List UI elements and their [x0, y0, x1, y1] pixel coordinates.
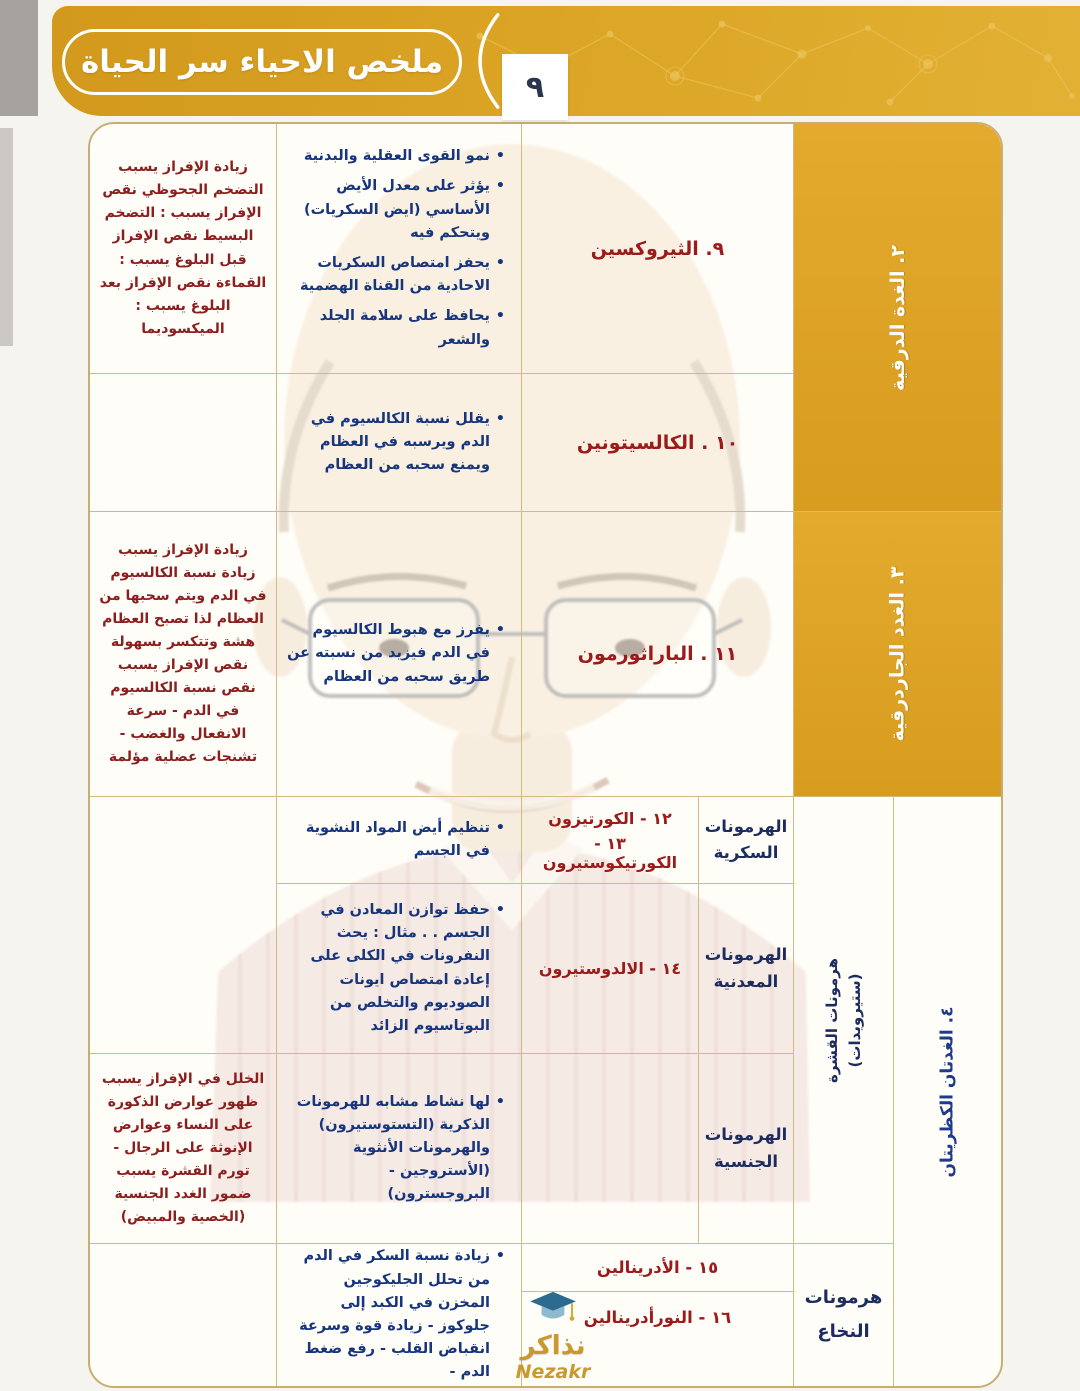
gland-adrenal-cell: [893, 797, 1001, 1386]
calcitonin-functions-cell: [276, 374, 521, 512]
disorders-text: زيادة الإفراز يسبب التضخم الجحوظي نقص الإفراز يسبب : التضخم البسيط نقص الإفراز قبل البلوغ يسبب : القماءة نقص الإفراز بعد البلوغ يسبب : الميكسوديما: [99, 159, 267, 337]
sex-hormones-functions-cell: [276, 1054, 521, 1244]
sugar-hormones-functions-cell: [276, 797, 521, 884]
medulla-hormones-label: هرمونات النخاع: [804, 1286, 883, 1342]
function-item: • يحفز امتصاص السكريات الاحادية من القناة الهضمية: [287, 252, 505, 298]
empty-disorders-cell: [90, 1244, 276, 1386]
group-mineral-hormones-cell: [698, 884, 793, 1054]
function-item: • لها نشاط مشابه للهرمونات الذكرية (التستوستيرون) والهرمونات الأنثوية (الأستروجين - البروجسترون): [287, 1091, 505, 1207]
watermark-arabic-text: نذاكر: [520, 1331, 586, 1361]
parathormone-disorders-cell: [90, 512, 276, 797]
gland-parathyroid-label: ٣. الغدد الجاردرقية: [886, 566, 909, 742]
function-item: • يحافظ على سلامة الجلد والشعر: [287, 305, 505, 351]
hormone-adrenaline-cell: [521, 1244, 793, 1292]
hormone-parathormone-cell: [521, 512, 793, 797]
hormone-parathormone-name: ١١ . الباراثورمون: [577, 643, 738, 665]
hormone-aldosterone-cell: [521, 884, 698, 1054]
hormone-thyroxine-cell: [521, 124, 793, 374]
hormone-thyroxine-name: ٩. الثيروكسين: [590, 237, 725, 260]
thyroxine-disorders-cell: [90, 124, 276, 374]
function-item: • زيادة نسبة السكر في الدم من تحلل الجليكوجين المخزن في الكبد إلى جلوكوز - زيادة قوة وسرعة انقباض القلب - رفع ضغط الدم -: [287, 1245, 505, 1384]
hormone-corticosterone-name: ١٣ - الكورتيكوستيرون: [542, 833, 678, 872]
function-item: • يفرز مع هبوط الكالسيوم في الدم فيزيد من نسبته عن طريق سحبه من العظام: [287, 619, 505, 689]
hormone-aldosterone-name: ١٤ - الالدوستيرون: [538, 959, 682, 978]
function-item: • يقلل نسبة الكالسيوم في الدم ويرسبه في العظام ويمنع سحبه من العظام: [287, 408, 505, 478]
cortex-hormones-section-cell: [793, 797, 893, 1244]
function-item: • تنظيم أيض المواد النشوية في الجسم: [287, 817, 505, 863]
disorders-text: الخلل في الإفراز يسبب ظهور عوارض الذكورة على النساء وعوارض الإنوثة على الرجال - تورم القشرة يسبب ضمور الغدد الجنسية (الخصية والمبيض): [101, 1070, 265, 1226]
function-item: • يؤثر على معدل الأيض الأساسي (ايض السكريات) ويتحكم فيه: [287, 175, 505, 245]
gland-adrenal-label: ٤. الغدتان الكظريتان: [937, 1005, 958, 1178]
table-grid: [90, 124, 1001, 1386]
function-item: • حفظ توازن المعادن في الجسم . . مثال : يحث النفرونات في الكلى على إعادة امتصاص ايونات الصوديوم والتخلص من البوتاسيوم الزائد: [287, 899, 505, 1038]
hormone-cortisone-name: ١٢ - الكورتيزون: [548, 808, 672, 828]
hormone-cortisone-cell: [521, 797, 698, 884]
empty-disorders-cell: [90, 374, 276, 512]
hormone-calcitonin-name: ١٠ . الكالسيتونين: [576, 431, 739, 454]
cortex-hormones-label: [821, 957, 866, 1082]
gland-thyroid-label: ٢. الغدة الدرقية: [886, 244, 909, 391]
gland-thyroid-cell: [793, 124, 1001, 512]
gland-parathyroid-cell: [793, 512, 1001, 797]
scan-edge-artifact-side: [0, 128, 13, 346]
medulla-hormones-section-cell: [793, 1244, 893, 1386]
group-mineral-label: الهرمونات المعدنية: [704, 945, 788, 991]
group-sugar-hormones-cell: [698, 797, 793, 884]
cortex-label-line1: هرمونات القشرة: [822, 957, 841, 1083]
decorative-curve: [460, 7, 506, 115]
hormones-summary-table: [88, 122, 1003, 1388]
disorders-text: زيادة الإفراز يسبب زيادة نسبة الكالسيوم في الدم ويتم سحبها من العظام لذا تصبح العظام هشة وتتكسر بسهولة نقص الإفراز يسبب نقص نسبة الكالسيوم في الدم - سرعة الانفعال والغضب - تشنجات عضلية مؤلمة: [99, 541, 267, 766]
group-sex-label: الهرمونات الجنسية: [704, 1125, 788, 1171]
sex-hormones-disorders-cell: [90, 1054, 276, 1244]
watermark-latin-text: Nezakr: [515, 1360, 591, 1383]
page-title: [62, 29, 462, 95]
parathormone-functions-cell: [276, 512, 521, 797]
empty-hormone-cell: [521, 1054, 698, 1244]
page-number-text: ٩: [525, 69, 545, 105]
group-sugar-label: الهرمونات السكرية: [704, 816, 788, 862]
scan-edge-artifact-top: [0, 0, 38, 116]
mineral-hormones-functions-cell: [276, 884, 521, 1054]
function-item: • نمو القوى العقلية والبدنية: [287, 145, 505, 168]
hormone-calcitonin-cell: [521, 374, 793, 512]
graduation-cap-icon: [527, 1290, 579, 1328]
empty-disorders-cell: [90, 797, 276, 1054]
nezakr-watermark: [478, 1290, 628, 1383]
hormone-noradrenaline-name: ١٦ - النورأدرينالين: [583, 1308, 732, 1327]
thyroxine-functions-cell: [276, 124, 521, 374]
group-sex-hormones-cell: [698, 1054, 793, 1244]
page-number: [502, 54, 568, 120]
cortex-label-line2: (ستيرويدات): [845, 973, 864, 1067]
page-title-text: ملخص الاحياء سر الحياة: [80, 44, 444, 80]
hormone-adrenaline-name: ١٥ - الأدرينالين: [596, 1258, 719, 1277]
